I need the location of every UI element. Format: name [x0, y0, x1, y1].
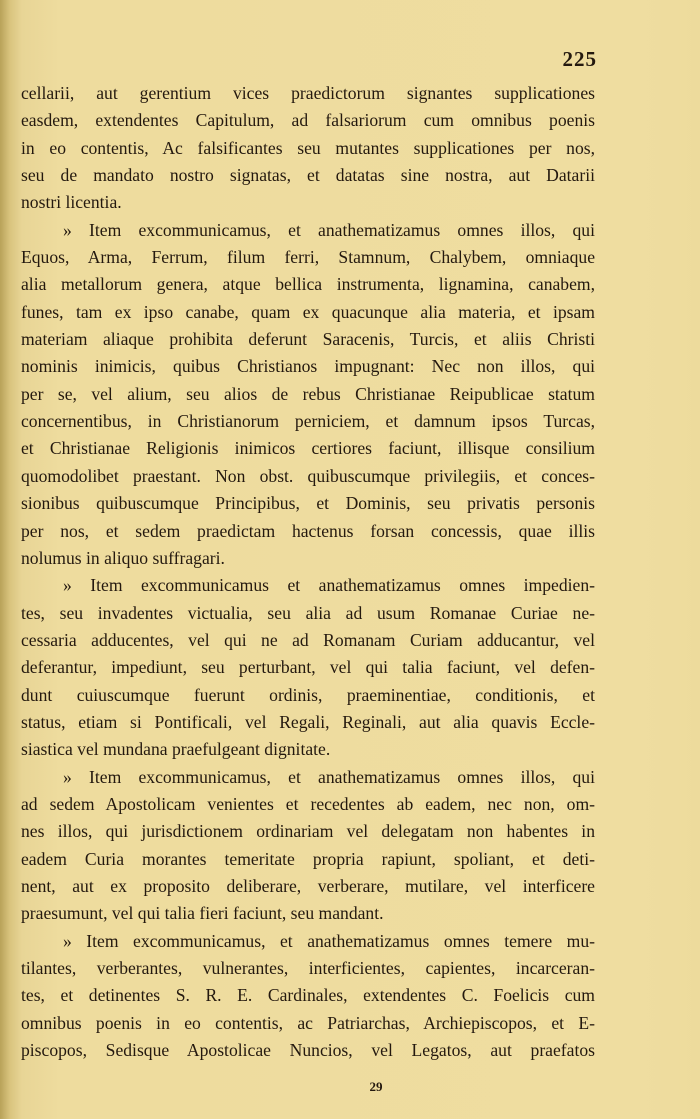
- text-line: status, etiam si Pontificali, vel Regali, Reginali, aut alia quavis Eccle-: [21, 711, 595, 732]
- signature-mark: 29: [369, 1079, 383, 1094]
- text-line: in eo contentis, Ac falsificantes seu mutantes supplicationes per nos,: [21, 137, 595, 158]
- text-line: cessaria adducentes, vel qui ne ad Romanam Curiam adducantur, vel: [21, 629, 595, 650]
- paragraph-first-line: » Item excommunicamus, et anathematizamus omnes illos, qui: [63, 219, 595, 240]
- text-line: alia metallorum genera, atque bellica instrumenta, lignamina, canabem,: [21, 274, 595, 295]
- text-line: concernentibus, in Christianorum perniciem, et damnum ipsos Turcas,: [21, 411, 595, 432]
- text-line: et Christianae Religionis inimicos certiores faciunt, illisque consilium: [21, 438, 595, 459]
- text-line: omnibus poenis in eo contentis, ac Patriarchas, Archiepiscopos, et E-: [21, 1012, 595, 1033]
- text-line: sionibus quibuscumque Principibus, et Dominis, seu privatis personis: [21, 493, 595, 514]
- page-number: 225: [562, 47, 597, 71]
- text-line: nominis inimicis, quibus Christianos impugnant: Nec non illos, qui: [21, 356, 595, 377]
- text-line: praesumunt, vel qui talia fieri faciunt, seu mandant.: [21, 903, 384, 924]
- text-line: nostri licentia.: [21, 192, 122, 213]
- paragraph-first-line: » Item excommunicamus et anathematizamus omnes impedien-: [63, 575, 595, 596]
- text-line: tilantes, verberantes, vulnerantes, interficientes, capientes, incarceran-: [21, 958, 595, 978]
- text-line: materiam aliaque prohibita deferunt Saracenis, Turcis, et aliis Christi: [21, 329, 595, 350]
- text-line: easdem, extendentes Capitulum, ad falsariorum cum omnibus poenis: [21, 110, 595, 131]
- text-line: Equos, Arma, Ferrum, filum ferri, Stamnum, Chalybem, omniaque: [21, 247, 595, 268]
- text-line: cellarii, aut gerentium vices praedictorum signantes supplicationes: [21, 83, 595, 103]
- text-line: deferantur, impediunt, seu perturbant, vel qui talia faciunt, vel defen-: [21, 657, 595, 678]
- text-line: tes, et detinentes S. R. E. Cardinales, extendentes C. Foelicis cum: [21, 985, 595, 1006]
- text-line: piscopos, Sedisque Apostolicae Nuncios, vel Legatos, aut praefatos: [21, 1040, 595, 1061]
- text-line: funes, tam ex ipso canabe, quam ex quacunque alia materia, et ipsam: [21, 301, 595, 322]
- text-line: nent, aut ex proposito deliberare, verberare, mutilare, vel interficere: [21, 875, 595, 896]
- body-text: [21, 80, 595, 1064]
- paragraph-first-line: » Item excommunicamus, et anathematizamus omnes temere mu-: [63, 930, 595, 951]
- text-line: nes illos, qui jurisdictionem ordinariam vel delegatam non habentes in: [21, 821, 595, 842]
- text-line: dunt cuiuscumque fuerunt ordinis, praeminentiae, conditionis, et: [21, 684, 595, 705]
- text-line: eadem Curia morantes temeritate propria rapiunt, spoliant, et deti-: [21, 848, 595, 869]
- text-line: quomodolibet praestant. Non obst. quibuscumque privilegiis, et conces-: [21, 465, 595, 486]
- text-line: nolumus in aliquo suffragari.: [21, 547, 225, 568]
- text-line: per se, vel alium, seu alios de rebus Christianae Reipublicae statum: [21, 383, 595, 404]
- paragraph-first-line: » Item excommunicamus, et anathematizamus omnes illos, qui: [63, 766, 595, 787]
- text-line: seu de mandato nostro signatas, et datatas sine nostra, aut Datarii: [21, 165, 595, 186]
- text-line: siastica vel mundana praefulgeant dignitate.: [21, 739, 331, 760]
- text-line: tes, seu invadentes victualia, seu alia ad usum Romanae Curiae ne-: [21, 602, 595, 623]
- text-line: ad sedem Apostolicam venientes et recedentes ab eadem, nec non, om-: [21, 793, 595, 814]
- text-line: per nos, et sedem praedictam hactenus forsan concessis, quae illis: [21, 520, 595, 541]
